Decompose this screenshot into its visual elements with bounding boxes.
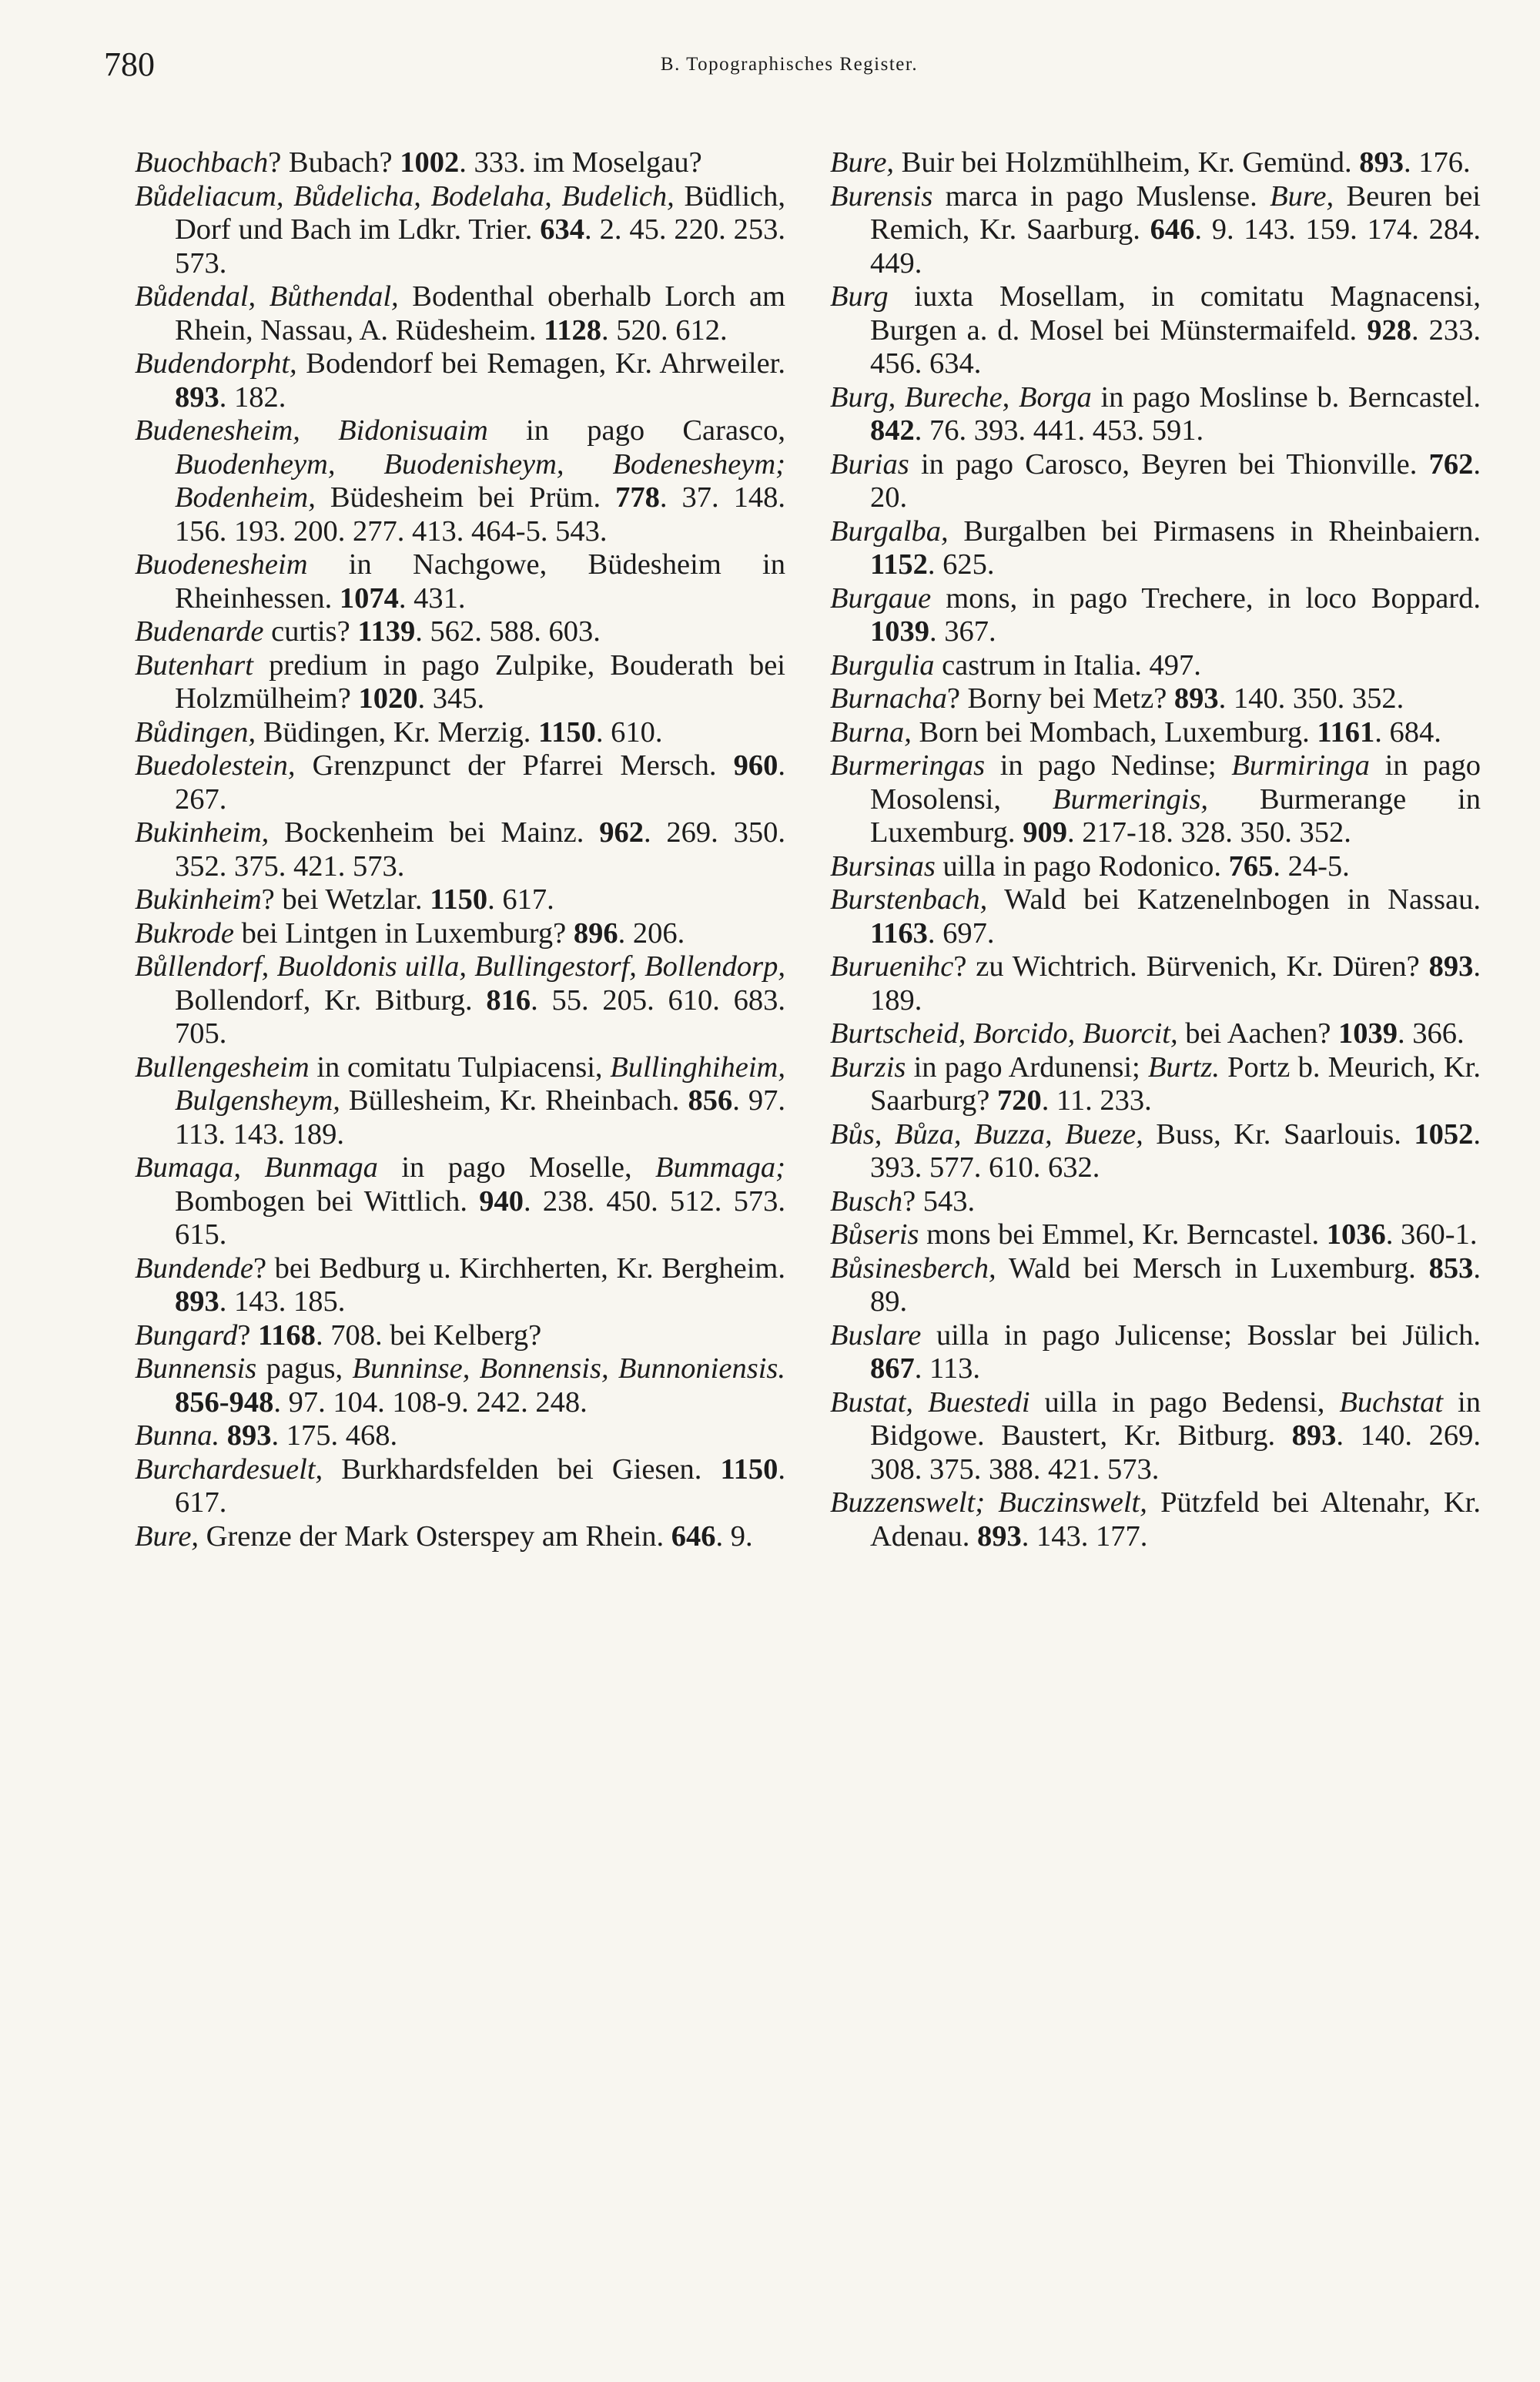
index-entry: Burzis in pago Ardunensi; Burtz. Portz b. Meurich, Kr. Saarburg? 720. 11. 233. [830,1050,1481,1117]
index-entry: Bukinheim? bei Wetzlar. 1150. 617. [135,883,554,916]
index-entry: Bůdendal, Bůthendal, Bodenthal oberhalb Lorch am Rhein, Nassau, A. Rüdesheim. 1128. 520. 612. [135,280,785,347]
index-entry: Bukrode bei Lintgen in Luxemburg? 896. 206. [135,916,685,950]
index-entry: Burias in pago Carosco, Beyren bei Thionville. 762. 20. [830,447,1481,514]
index-entry: Buodenesheim in Nachgowe, Büdesheim in Rheinhessen. 1074. 431. [135,548,785,615]
index-entry: Bure, Grenze der Mark Osterspey am Rhein. 646. 9. [135,1519,753,1553]
index-entry: Buruenihc? zu Wichtrich. Bürvenich, Kr. Düren? 893. 189. [830,950,1481,1017]
index-entry: Bure, Buir bei Holzmühlheim, Kr. Gemünd. 893. 176. [830,146,1471,179]
index-entry: Burmeringas in pago Nedinse; Burmiringa in pago Mosolensi, Burmeringis, Burmerange in Luxemburg. 909. 217-18. 328. 350. 352. [830,749,1481,849]
index-entry: Bůdingen, Büdingen, Kr. Merzig. 1150. 610. [135,715,663,749]
index-entry: Burg iuxta Mosellam, in comitatu Magnacensi, Burgen a. d. Mosel bei Münstermaifeld. 928. 233. 456. 634. [830,280,1481,380]
index-entry: Bukinheim, Bockenheim bei Mainz. 962. 269. 350. 352. 375. 421. 573. [135,816,785,883]
index-entry: Buslare uilla in pago Julicense; Bosslar bei Jülich. 867. 113. [830,1318,1481,1385]
index-entry: Budenesheim, Bidonisuaim in pago Carasco, Buodenheym, Buodenisheym, Bodenesheym; Bodenheim, Büdesheim bei Prüm. 778. 37. 148. 156. 193. 200. 277. 413. 464-5. 543. [135,414,786,548]
index-entry: Burstenbach, Wald bei Katzenelnbogen in Nassau. 1163. 697. [830,883,1481,950]
index-entry: Bumaga, Bunmaga in pago Moselle, Bummaga; Bombogen bei Wittlich. 940. 238. 450. 512. 573. 615. [135,1151,786,1251]
index-entry: Bůllendorf, Buoldonis uilla, Bullingestorf, Bollendorp, Bollendorf, Kr. Bitburg. 816. 55. 205. 610. 683. 705. [135,950,785,1050]
index-column-left [135,146,785,1553]
index-entry: Burg, Bureche, Borga in pago Moslinse b. Berncastel. 842. 76. 393. 441. 453. 591. [830,380,1481,447]
index-entry: Buochbach? Bubach? 1002. 333. im Moselgau? [135,146,702,179]
index-entry: Burgulia castrum in Italia. 497. [830,648,1201,682]
index-entry: Bungard? 1168. 708. bei Kelberg? [135,1318,542,1352]
index-entry: Budenarde curtis? 1139. 562. 588. 603. [135,615,601,648]
index-entry: Burna, Born bei Mombach, Luxemburg. 1161. 684. [830,715,1441,749]
index-entry: Butenhart predium in pago Zulpike, Bouderath bei Holzmülheim? 1020. 345. [135,648,785,715]
index-entry: Bursinas uilla in pago Rodonico. 765. 24-5. [830,849,1350,883]
index-entry: Burgaue mons, in pago Trechere, in loco Boppard. 1039. 367. [830,581,1481,648]
index-entry: Bůsinesberch, Wald bei Mersch in Luxemburg. 853. 89. [830,1251,1481,1318]
page-number: 780 [104,45,155,83]
index-entry: Buzzenswelt; Buczinswelt, Pützfeld bei Altenahr, Kr. Adenau. 893. 143. 177. [830,1486,1481,1553]
index-entry: Busch? 543. [830,1184,976,1218]
index-entry: Burchardesuelt, Burkhardsfelden bei Giesen. 1150. 617. [135,1452,785,1519]
index-entry: Bunna. 893. 175. 468. [135,1419,398,1452]
index-entry: Bullengesheim in comitatu Tulpiacensi, Bullinghiheim, Bulgensheym, Büllesheim, Kr. Rheinbach. 856. 97. 113. 143. 189. [135,1050,786,1151]
index-entry: Burnacha? Borny bei Metz? 893. 140. 350. 352. [830,682,1404,715]
index-entry: Bundende? bei Bedburg u. Kirchherten, Kr. Bergheim. 893. 143. 185. [135,1251,785,1318]
index-entry: Budendorpht, Bodendorf bei Remagen, Kr. Ahrweiler. 893. 182. [135,347,785,414]
index-entry: Burgalba, Burgalben bei Pirmasens in Rheinbaiern. 1152. 625. [830,514,1481,581]
index-entry: Bůseris mons bei Emmel, Kr. Berncastel. 1036. 360-1. [830,1218,1478,1251]
index-entry: Bůdeliacum, Bůdelicha, Bodelaha, Budelich, Büdlich, Dorf und Bach im Ldkr. Trier. 634. 2. 45. 220. 253. 573. [135,179,785,280]
index-entry: Bunnensis pagus, Bunninse, Bonnensis, Bunnoniensis. 856-948. 97. 104. 108-9. 242. 248. [135,1352,785,1419]
running-title: B. Topographisches Register. [660,54,919,75]
index-entry: Burtscheid, Borcido, Buorcit, bei Aachen? 1039. 366. [830,1017,1465,1050]
index-column-right [830,146,1481,1553]
index-entry: Buedolestein, Grenzpunct der Pfarrei Mersch. 960. 267. [135,749,785,816]
page-header [104,45,1475,91]
index-entry: Bustat, Buestedi uilla in pago Bedensi, Buchstat in Bidgowe. Baustert, Kr. Bitburg. 893. 140. 269. 308. 375. 388. 421. 573. [830,1385,1481,1486]
index-entry: Burensis marca in pago Muslense. Bure, Beuren bei Remich, Kr. Saarburg. 646. 9. 143. 159. 174. 284. 449. [830,179,1481,280]
index-entry: Bůs, Bůza, Buzza, Bueze, Buss, Kr. Saarlouis. 1052. 393. 577. 610. 632. [830,1117,1481,1184]
